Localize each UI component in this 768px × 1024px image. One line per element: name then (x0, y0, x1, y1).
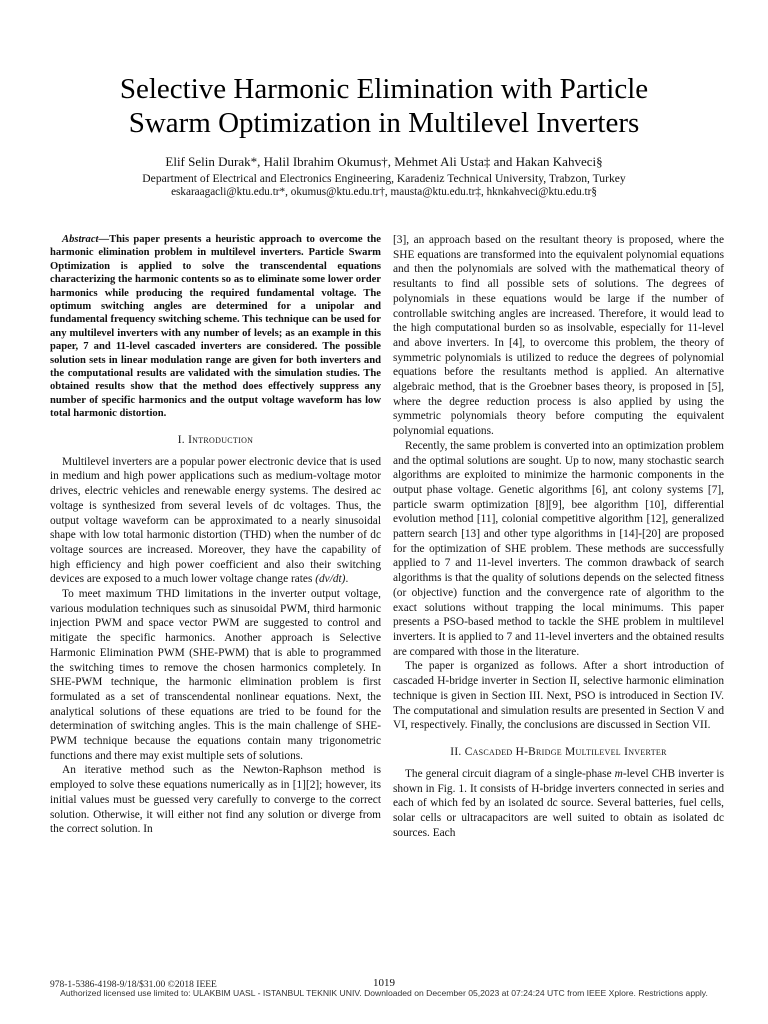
paragraph: [3], an approach based on the resultant theory is proposed, where the SHE equations are transformed into the equivalent polynomial equations and then the polynomials are solved with the mathematical theory of resultants to find all possible sets of solutions. The degrees of polynomials in these equations would be large if the number of controllable switching angles are increased. Therefore, it would lead to the high computational burden so as insolvable, especially for 11-level and above inverters. In [4], to overcome this problem, the theory of symmetric polynomials is utilized to reduce the degrees of polynomial equations before the resultants method is applied. An alternative algebraic method, that is the Groebner bases theory, is proposed in [5], where the degree reduction process is also applied by using the symmetric polynomials theory before computing the equivalent polynomial equations. (393, 234, 724, 438)
copyright-notice: 978-1-5386-4198-9/18/$31.00 ©2018 IEEE (50, 980, 217, 990)
right-column (393, 233, 724, 840)
section-heading-cascaded-h-bridge: II. Cascaded H-Bridge Multilevel Inverter (450, 745, 667, 758)
paragraph (393, 767, 724, 841)
paragraph-text: -level CHB inverter is shown in Fig. 1. It consists of H-bridge inverters connected in series and each of which fed by an isolated dc source. Several batteries, fuel cells, solar cells or ultracapacitors are well suited to obtain as isolated dc sources. Each (393, 767, 724, 839)
paper-title (40, 72, 728, 140)
affiliation: Department of Electrical and Electronics Engineering, Karadeniz Technical University, Trabzon, Turkey (142, 172, 626, 185)
paragraph-text: The general circuit diagram of a single-phase (405, 767, 615, 780)
section-heading-introduction: I. Introduction (177, 433, 254, 446)
paragraph (50, 455, 381, 587)
paragraph: Recently, the same problem is converted into an optimization problem and the optimal solutions are sought. Up to now, many stochastic search algorithms are exploited to minimize the harmonic components in the output phase voltage. Genetic algorithms [6], ant colony systems [7], particle swarm optimization [8][9], bee algorithm [10], differential evolution method [11], colonial competitive algorithm [12], generalized pattern search [13] and other type algorithms in [14]-[20] are proposed for the optimization of SHE problem. These methods are successfully applied to 7 and 11-level inverters. The common drawback of search algorithms is that the quality of solutions depends on the selected fitness (or objective) function and the convergence rate of algorithm to the exact solutions without trapping the local minimums. This paper presents a PSO-based method to tackle the SHE problem in multilevel inverters. It is applied to 7 and 11-level inverters and the obtained results are compared with those in the literature. (393, 439, 724, 658)
paragraph-text: Multilevel inverters are a popular power electronic device that is used in medium and high power applications such as medium-voltage motor drives, electric vehicles and renewable energy systems. The desired ac voltage is synthesized from several levels of dc voltages. Thus, the output voltage waveform can be approximated to a nearly sinusoidal shape with low total harmonic distortion (THD) when the number of dc voltage sources are increased. Moreover, they have the capability of high efficiency and high power coefficient and also their switching devices are exposed to a much lower voltage change rates (50, 455, 381, 586)
title-line-1: Selective Harmonic Elimination with Particle (119, 73, 649, 105)
page-number: 1019 (373, 977, 395, 989)
paragraph: To meet maximum THD limitations in the inverter output voltage, various modulation techniques such as sinusoidal PWM, third harmonic injection PWM and space vector PWM are suggested to control and mitigate the specific harmonics. Another approach is Selective Harmonic Elimination PWM (SHE-PWM) that is able to programmed the switching times to remove the chosen harmonics completely. In SHE-PWM technique, the harmonic elimination problem is first formulated as a set of transcendental nonlinear equations. Next, the analytical solutions of these equations are tried to be found for the determination of switching angles. This is the main challenge of SHE-PWM technique because the equations contain many trigonometric functions and there may exist multiple sets of solutions. (50, 588, 381, 762)
abstract (50, 233, 381, 421)
paragraph-text: . (345, 573, 349, 586)
math-inline: m (614, 767, 623, 780)
license-notice: Authorized licensed use limited to: ULAKBIM UASL - ISTANBUL TEKNIK UNIV. Downloaded on December 05,2023 at 07:24:24 UTC from IEEE Xplore. Restrictions apply. (60, 988, 708, 998)
paragraph: An iterative method such as the Newton-Raphson method is employed to solve these equations numerically as in [1][2]; however, its initial values must be guessed very carefully to converge to the correct solution. Otherwise, it will either not find any solution or diverge from the correct solution. In (50, 764, 381, 836)
title-line-2: Swarm Optimization in Multilevel Inverters (128, 107, 640, 139)
abstract-text: —This paper presents a heuristic approach to overcome the harmonic elimination problem in multilevel inverters. Particle Swarm Optimization is applied to solve the transcendental equations characterizing the harmonic contents so as to eliminate some lower order harmonics while producing the required fundamental voltage. The optimum switching angles are determined for a unipolar and fundamental frequency switching scheme. This technique can be used for any multilevel inverters with any number of levels; as an example in this paper, 7 and 11-level cascaded inverters are considered. The possible solution sets in linear modulation range are given for both inverters and the computational results are validated with the simulation studies. The obtained results show that the method does effectively suppress any number of specific harmonics and the output voltage waveform has low total harmonic distortion. (50, 234, 381, 420)
left-column (50, 233, 381, 837)
author-list: Elif Selin Durak*, Halil Ibrahim Okumus†, Mehmet Ali Usta‡ and Hakan Kahveci§ (165, 154, 603, 169)
abstract-label: Abstract (62, 234, 99, 245)
paragraph: The paper is organized as follows. After a short introduction of cascaded H-bridge inverter in Section II, selective harmonic elimination technique is given in Section III. Next, PSO is introduced in Section IV. The computational and simulation results are presented in Section V and VI, respectively. Finally, the conclusions are discussed in Section VII. (393, 660, 724, 732)
math-inline: (dv/dt) (315, 573, 346, 586)
author-emails: eskaraagacli@ktu.edu.tr*, okumus@ktu.edu.tr†, mausta@ktu.edu.tr‡, hknkahveci@ktu.edu.tr§ (171, 186, 597, 198)
